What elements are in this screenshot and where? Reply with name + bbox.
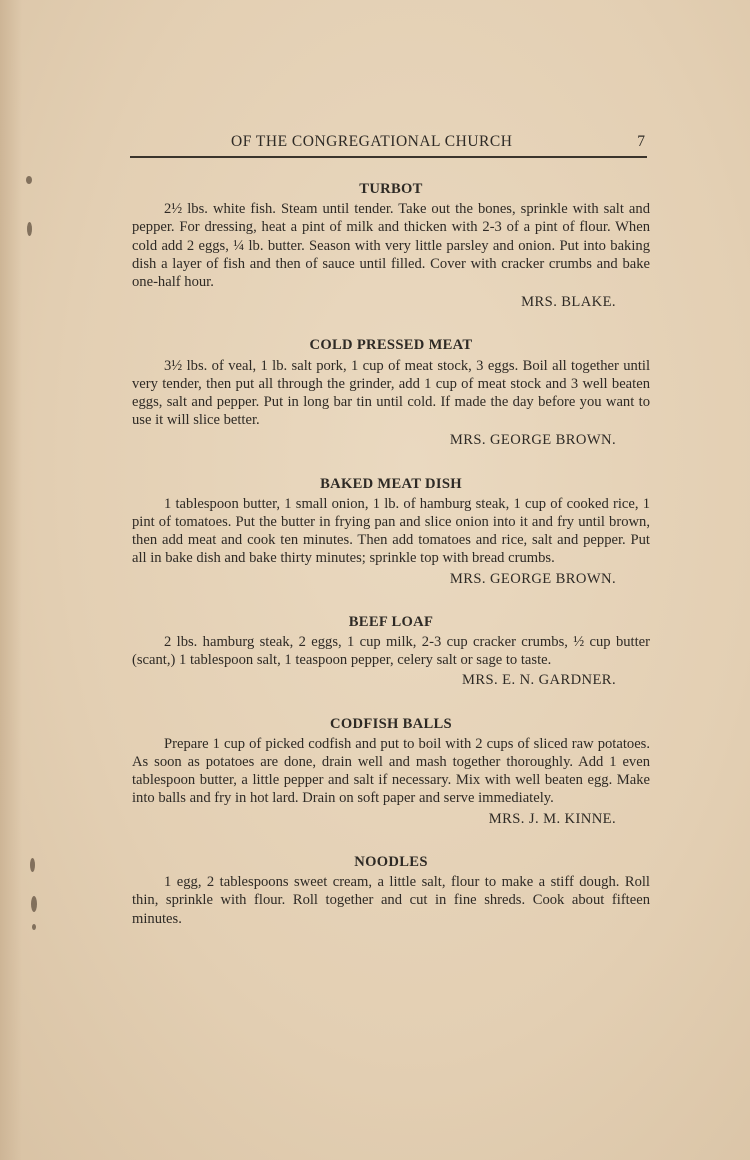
paper-speck <box>26 176 32 184</box>
recipe-body: 1 egg, 2 tablespoons sweet cream, a little salt, flour to make a stiff dough. Roll thin, sprinkle with flour. Roll together and cut in fine shreds. Cook about fifteen minutes. <box>132 874 650 927</box>
page-number: 7 <box>637 133 645 150</box>
recipe-author: MRS. E. N. GARDNER. <box>462 672 616 689</box>
recipe-title: CODFISH BALLS <box>330 715 452 732</box>
recipe-body: 1 tablespoon butter, 1 small onion, 1 lb. of hamburg steak, 1 cup of cooked rice, 1 pint of tomatoes. Put the butter in frying pan and slice onion into it and fry until brown, then add meat and cook ten minutes. Then add tomatoes and rice, salt and pepper. Put all in bake dish and bake thirty minutes; sprinkle top with bread crumbs. <box>132 495 650 567</box>
recipe-body: Prepare 1 cup of picked codfish and put to boil with 2 cups of sliced raw potatoes. As soon as potatoes are done, drain well and mash together thoroughly. Add 1 even tablespoon butter, a little pepper and salt if necessary. Mix with well beaten egg. Make into balls and fry in hot lard. Drain on soft paper and serve immediately. <box>132 735 650 807</box>
recipe-beef-loaf <box>132 613 650 690</box>
running-header <box>130 133 647 155</box>
recipe-title: BAKED MEAT DISH <box>320 475 462 492</box>
recipe-author: MRS. J. M. KINNE. <box>488 810 616 827</box>
recipe-body: 2½ lbs. white fish. Steam until tender. Take out the bones, sprinkle with salt and pepper. For dressing, heat a pint of milk and thicken with 2-3 of a pint of flour. When cold add 2 eggs, ¼ lb. butter. Season with very little parsley and onion. Put into baking dish a layer of fish and then of sauce until filled. Cover with cracker crumbs and bake one-half hour. <box>132 201 650 291</box>
recipe-title: BEEF LOAF <box>348 613 434 630</box>
paper-speck <box>27 222 32 236</box>
recipe-author: MRS. GEORGE BROWN. <box>449 570 616 587</box>
paper-speck <box>32 924 36 930</box>
recipe-list <box>132 180 650 953</box>
header-rule <box>130 156 647 158</box>
recipe-noodles <box>132 853 650 928</box>
paper-speck <box>30 858 35 872</box>
recipe-title: COLD PRESSED MEAT <box>309 337 473 354</box>
recipe-title: TURBOT <box>359 181 423 197</box>
recipe-body: 2 lbs. hamburg steak, 2 eggs, 1 cup milk, 2-3 cup cracker crumbs, ½ cup butter (scant,) 1 tablespoon salt, 1 teaspoon pepper, celery salt or sage to taste. <box>132 634 650 669</box>
recipe-title: NOODLES <box>354 853 428 870</box>
recipe-body: 3½ lbs. of veal, 1 lb. salt pork, 1 cup of meat stock, 3 eggs. Boil all together until very tender, then put all through the grinder, add 1 cup of meat stock and 3 well beaten eggs, salt and pepper. Put in long bar tin until cold. If made the day before you want to use it will slice better. <box>132 357 650 429</box>
recipe-cold-pressed-meat <box>132 336 650 449</box>
recipe-baked-meat-dish <box>132 475 650 588</box>
header-title: OF THE CONGREGATIONAL CHURCH <box>231 133 513 150</box>
paper-speck <box>31 896 37 912</box>
recipe-codfish-balls <box>132 715 650 828</box>
recipe-turbot <box>132 180 650 311</box>
recipe-author: MRS. GEORGE BROWN. <box>449 432 616 449</box>
page-binding-shadow <box>0 0 22 1160</box>
recipe-author: MRS. BLAKE. <box>521 294 616 311</box>
